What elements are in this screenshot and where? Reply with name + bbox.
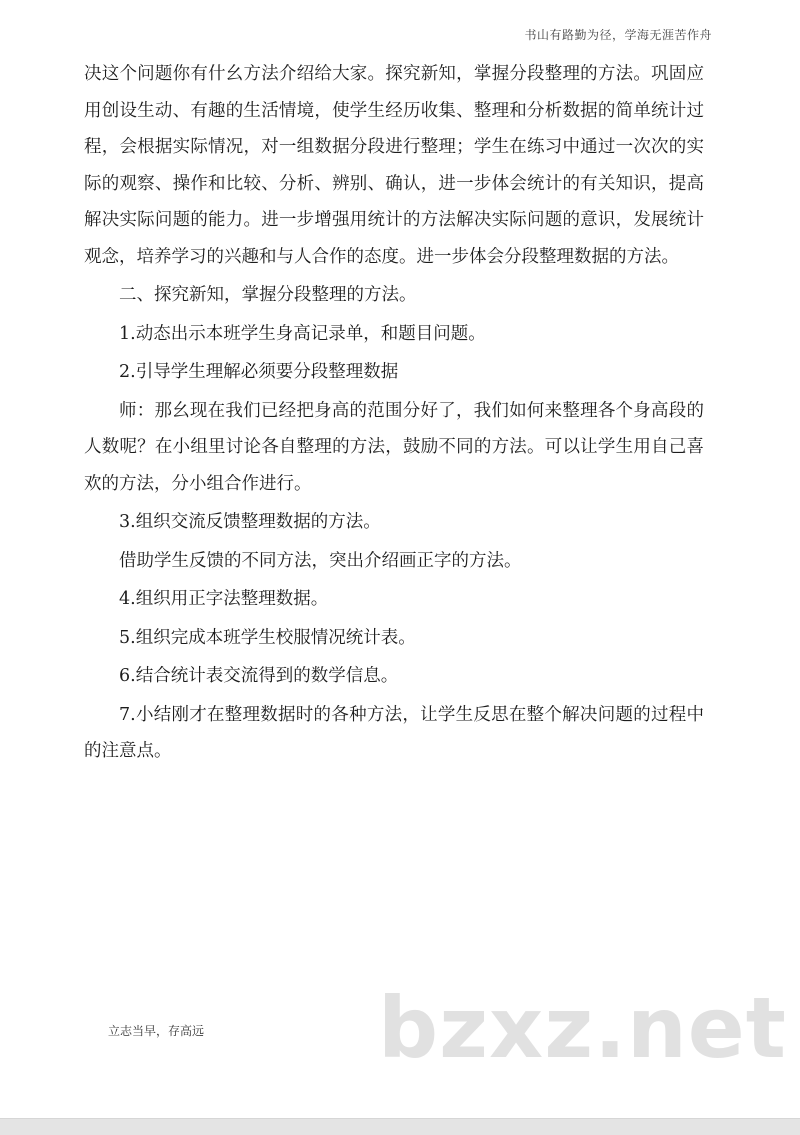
step-7: 7.小结刚才在整理数据时的各种方法，让学生反思在整个解决问题的过程中的注意点。 bbox=[84, 704, 704, 761]
step-3-detail: 借助学生反馈的不同方法，突出介绍画正字的方法。 bbox=[119, 550, 522, 571]
section-heading-explore: 二、探究新知，掌握分段整理的方法。 bbox=[119, 285, 417, 305]
paragraph-continued-intro: 决这个问题你有什幺方法介绍给大家。探究新知，掌握分段整理的方法。巩固应用创设生动、有趣的生活情境，使学生经历收集、整理和分析数据的简单统计过程，会根据实际情况，对一组数据分段进行整理；学生在练习中通过一次次的实际的观察、操作和比较、分析、辨别、确认，进一步体会统计的有关知识，提高解决实际问题的能力。进一步增强用统计的方法解决实际问题的意识，发展统计观念，培养学习的兴趣和与人合作的态度。进一步体会分段整理数据的方法。 bbox=[84, 64, 704, 267]
watermark-logo: bzxz.net bbox=[378, 979, 787, 1077]
step-3: 3.组织交流反馈整理数据的方法。 bbox=[119, 512, 381, 532]
teacher-prompt: 师：那幺现在我们已经把身高的范围分好了，我们如何来整理各个身高段的人数呢？在小组里讨论各自整理的方法，鼓励不同的方法。可以让学生用自己喜欢的方法，分小组合作进行。 bbox=[84, 400, 704, 494]
header-motto: 书山有路勤为径，学海无涯苦作舟 bbox=[524, 28, 712, 42]
step-5: 5.组织完成本班学生校服情况统计表。 bbox=[119, 627, 416, 648]
footer-motto: 立志当早，存高远 bbox=[108, 1024, 205, 1038]
step-6: 6.结合统计表交流得到的数学信息。 bbox=[119, 666, 399, 686]
step-2: 2.引导学生理解必须要分段整理数据 bbox=[119, 362, 399, 382]
step-1: 1.动态出示本班学生身高记录单，和题目问题。 bbox=[119, 323, 486, 344]
document-body bbox=[84, 56, 704, 770]
step-4: 4.组织用正字法整理数据。 bbox=[119, 589, 329, 609]
viewer-bottom-edge bbox=[0, 1118, 800, 1135]
